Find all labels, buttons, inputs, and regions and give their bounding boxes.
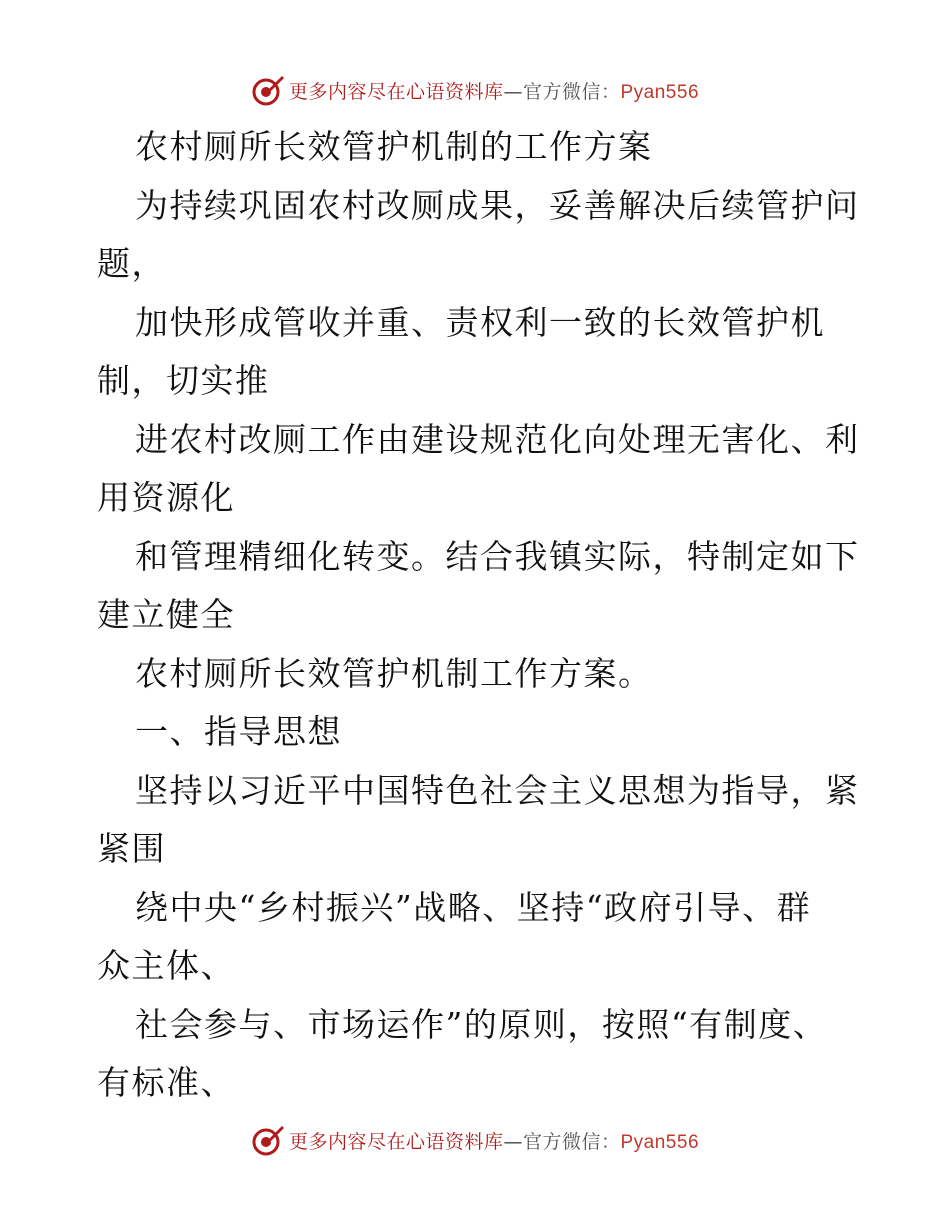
watermark-wechat-label: 官方微信： [522,80,621,103]
paragraph-line: 为持续巩固农村改厕成果，妥善解决后续管护问 [135,185,860,225]
paragraph-line: 绕中央“乡村振兴”战略、坚持“政府引导、群 [135,887,812,927]
section-heading: 一、指导思想 [135,712,342,751]
paragraph-line: 紧围 [97,829,166,868]
paragraph-line: 制，切实推 [97,361,270,400]
quill-logo-icon [251,1123,285,1157]
watermark-wechat-id: Pyan556 [620,1131,700,1153]
watermark-main-text: 更多内容尽在心语资料库 [288,80,504,103]
paragraph-line: 社会参与、市场运作”的原则，按照“有制度、 [135,1004,828,1044]
footer-watermark [0,1120,950,1160]
watermark-separator: — [503,80,523,103]
paragraph-line: 农村厕所长效管护机制工作方案。 [135,653,653,693]
quill-logo-icon [251,73,285,107]
paragraph-line: 坚持以习近平中国特色社会主义思想为指导，紧 [135,770,860,810]
paragraph-line: 建立健全 [97,595,235,634]
watermark-wechat-label: 官方微信： [522,1130,621,1153]
watermark-main-text: 更多内容尽在心语资料库 [288,1130,504,1153]
paragraph-line: 加快形成管收并重、责权利一致的长效管护机 [135,302,825,342]
paragraph-line: 用资源化 [97,478,235,517]
header-watermark [0,70,950,110]
document-body [97,118,860,1113]
paragraph-line: 和管理精细化转变。结合我镇实际，特制定如下 [135,536,860,576]
paragraph-line: 题， [97,244,166,283]
paragraph-line: 进农村改厕工作由建设规范化向处理无害化、利 [135,419,860,459]
paragraph-line: 众主体、 [97,946,235,985]
watermark-separator: — [503,1130,523,1153]
watermark-wechat-id: Pyan556 [620,81,700,103]
document-title: 农村厕所长效管护机制的工作方案 [135,127,653,166]
paragraph-line: 有标准、 [97,1063,235,1102]
